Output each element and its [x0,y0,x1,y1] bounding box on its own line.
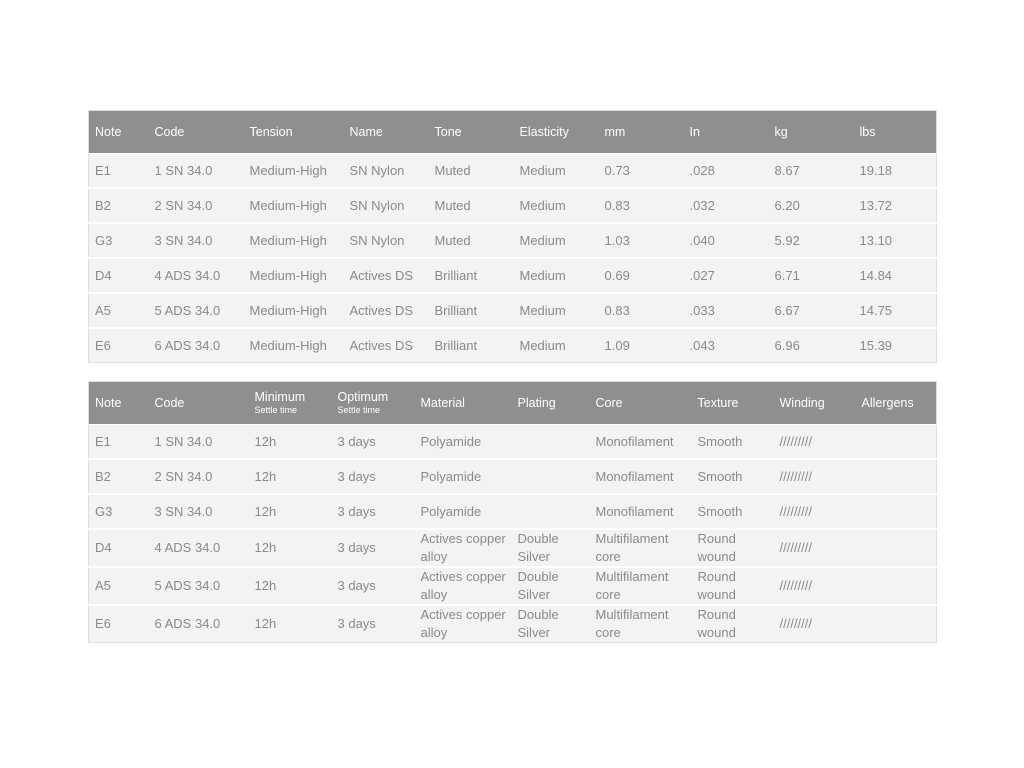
cell-note: E6 [89,605,149,643]
cell-optimum: 3 days [332,567,415,605]
cell-code: 4 ADS 34.0 [149,258,244,293]
cell-code: 5 ADS 34.0 [149,293,244,328]
cell-kg: 5.92 [769,223,854,258]
cell-material: Actives copper alloy [415,605,512,643]
table-header-row [89,111,937,154]
cell-kg: 8.67 [769,154,854,189]
string-specs-table [88,110,937,363]
cell-optimum: 3 days [332,605,415,643]
cell-winding: ///////// [774,425,856,460]
cell-lbs: 19.18 [854,154,937,189]
column-header-name: Name [344,111,429,154]
cell-elasticity: Medium [514,258,599,293]
cell-elasticity: Medium [514,223,599,258]
cell-code: 2 SN 34.0 [149,188,244,223]
cell-tension: Medium-High [244,328,344,363]
cell-code: 6 ADS 34.0 [149,328,244,363]
cell-core: Monofilament [590,459,692,494]
column-header-allergens: Allergens [856,382,937,425]
cell-minimum: 12h [249,529,332,567]
cell-code: 6 ADS 34.0 [149,605,249,643]
cell-texture: Smooth [692,459,774,494]
column-header-core: Core [590,382,692,425]
cell-mm: 0.83 [599,293,684,328]
cell-mm: 0.73 [599,154,684,189]
table-row [89,459,937,494]
cell-lbs: 13.72 [854,188,937,223]
table-row [89,605,937,643]
cell-tone: Muted [429,223,514,258]
cell-code: 4 ADS 34.0 [149,529,249,567]
column-header-optimum [332,382,415,425]
cell-core: Monofilament [590,425,692,460]
cell-lbs: 13.10 [854,223,937,258]
cell-note: G3 [89,223,149,258]
cell-tension: Medium-High [244,293,344,328]
cell-name: SN Nylon [344,188,429,223]
table-header-row [89,382,937,425]
cell-winding: ///////// [774,567,856,605]
table-row [89,258,937,293]
cell-tension: Medium-High [244,223,344,258]
column-header-minimum [249,382,332,425]
cell-core: Multifilament core [590,567,692,605]
cell-winding: ///////// [774,605,856,643]
cell-name: Actives DS [344,258,429,293]
cell-name: SN Nylon [344,154,429,189]
cell-optimum: 3 days [332,494,415,529]
cell-minimum: 12h [249,494,332,529]
cell-plating: Double Silver [512,567,590,605]
column-header-sublabel: Settle time [337,405,381,415]
column-header-sublabel: Settle time [254,405,298,415]
table-row [89,567,937,605]
cell-winding: ///////// [774,529,856,567]
cell-material: Actives copper alloy [415,529,512,567]
cell-tone: Muted [429,188,514,223]
cell-in: .027 [684,258,769,293]
cell-allergens [856,425,937,460]
cell-note: B2 [89,459,149,494]
cell-allergens [856,529,937,567]
column-header-code: Code [149,382,249,425]
cell-minimum: 12h [249,567,332,605]
cell-code: 3 SN 34.0 [149,494,249,529]
cell-optimum: 3 days [332,459,415,494]
cell-code: 1 SN 34.0 [149,154,244,189]
cell-allergens [856,459,937,494]
table-row [89,223,937,258]
cell-tension: Medium-High [244,258,344,293]
column-header-label: Minimum [254,390,306,404]
cell-note: D4 [89,258,149,293]
cell-texture: Smooth [692,425,774,460]
cell-allergens [856,605,937,643]
cell-name: Actives DS [344,293,429,328]
cell-code: 2 SN 34.0 [149,459,249,494]
column-header-tone: Tone [429,111,514,154]
cell-tone: Brilliant [429,293,514,328]
column-header-lbs: lbs [854,111,937,154]
string-materials-table [88,381,937,643]
cell-tone: Brilliant [429,258,514,293]
table-row [89,425,937,460]
cell-note: A5 [89,567,149,605]
cell-mm: 1.09 [599,328,684,363]
cell-tone: Muted [429,154,514,189]
cell-core: Multifilament core [590,605,692,643]
column-header-kg: kg [769,111,854,154]
cell-optimum: 3 days [332,425,415,460]
column-header-plating: Plating [512,382,590,425]
cell-tone: Brilliant [429,328,514,363]
cell-note: A5 [89,293,149,328]
column-header-texture: Texture [692,382,774,425]
cell-core: Monofilament [590,494,692,529]
cell-allergens [856,494,937,529]
cell-code: 3 SN 34.0 [149,223,244,258]
cell-name: Actives DS [344,328,429,363]
cell-plating [512,459,590,494]
table-row [89,529,937,567]
cell-kg: 6.67 [769,293,854,328]
cell-note: E1 [89,154,149,189]
cell-minimum: 12h [249,459,332,494]
cell-in: .033 [684,293,769,328]
column-header-note: Note [89,382,149,425]
cell-in: .043 [684,328,769,363]
cell-allergens [856,567,937,605]
cell-kg: 6.71 [769,258,854,293]
cell-elasticity: Medium [514,154,599,189]
cell-mm: 1.03 [599,223,684,258]
column-header-code: Code [149,111,244,154]
cell-lbs: 14.75 [854,293,937,328]
cell-texture: Round wound [692,567,774,605]
cell-code: 1 SN 34.0 [149,425,249,460]
cell-name: SN Nylon [344,223,429,258]
cell-tension: Medium-High [244,154,344,189]
cell-elasticity: Medium [514,328,599,363]
cell-elasticity: Medium [514,188,599,223]
cell-note: B2 [89,188,149,223]
column-header-in: In [684,111,769,154]
cell-core: Multifilament core [590,529,692,567]
cell-in: .028 [684,154,769,189]
cell-note: D4 [89,529,149,567]
cell-texture: Smooth [692,494,774,529]
cell-minimum: 12h [249,605,332,643]
table-row [89,494,937,529]
cell-plating [512,494,590,529]
column-header-winding: Winding [774,382,856,425]
column-header-label: Optimum [337,390,389,404]
cell-tension: Medium-High [244,188,344,223]
cell-material: Polyamide [415,459,512,494]
cell-note: G3 [89,494,149,529]
cell-texture: Round wound [692,529,774,567]
cell-optimum: 3 days [332,529,415,567]
cell-note: E6 [89,328,149,363]
table-row [89,188,937,223]
cell-material: Actives copper alloy [415,567,512,605]
cell-minimum: 12h [249,425,332,460]
column-header-tension: Tension [244,111,344,154]
column-header-material: Material [415,382,512,425]
cell-note: E1 [89,425,149,460]
cell-material: Polyamide [415,425,512,460]
column-header-mm: mm [599,111,684,154]
cell-plating [512,425,590,460]
column-header-note: Note [89,111,149,154]
cell-material: Polyamide [415,494,512,529]
column-header-elasticity: Elasticity [514,111,599,154]
cell-lbs: 15.39 [854,328,937,363]
cell-texture: Round wound [692,605,774,643]
cell-mm: 0.69 [599,258,684,293]
cell-winding: ///////// [774,459,856,494]
cell-winding: ///////// [774,494,856,529]
cell-in: .032 [684,188,769,223]
cell-kg: 6.96 [769,328,854,363]
cell-plating: Double Silver [512,605,590,643]
cell-code: 5 ADS 34.0 [149,567,249,605]
cell-mm: 0.83 [599,188,684,223]
cell-in: .040 [684,223,769,258]
table-row [89,154,937,189]
cell-lbs: 14.84 [854,258,937,293]
table-row [89,293,937,328]
cell-kg: 6.20 [769,188,854,223]
table-row [89,328,937,363]
cell-elasticity: Medium [514,293,599,328]
cell-plating: Double Silver [512,529,590,567]
